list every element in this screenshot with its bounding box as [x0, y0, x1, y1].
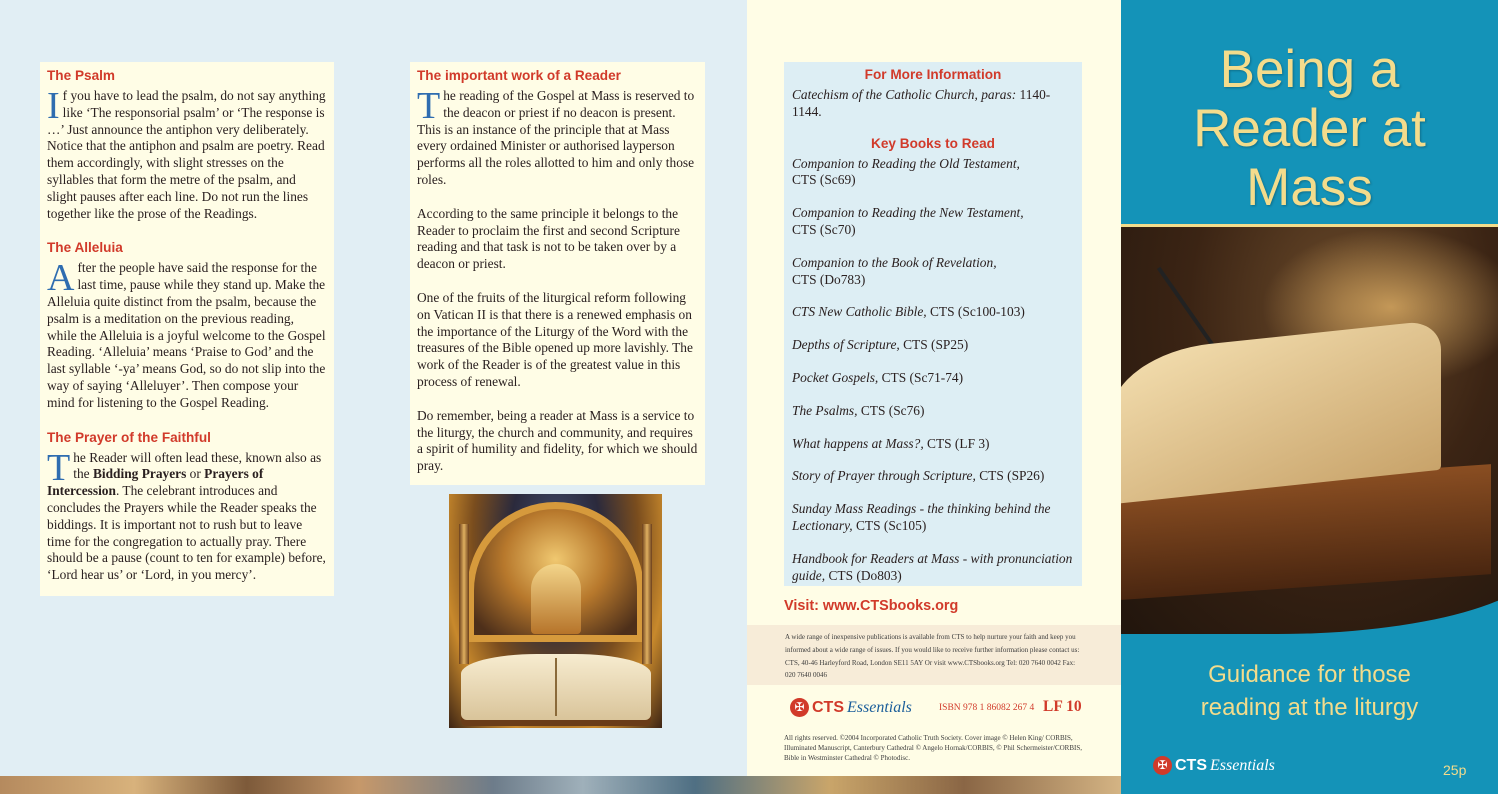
book-title: Pocket Gospels,: [792, 369, 879, 385]
faithful-body-2: or: [186, 466, 205, 482]
book-code: CTS (Sc105): [852, 517, 927, 533]
book-item: [792, 304, 1074, 321]
subtitle-line-1: Guidance for those: [1208, 661, 1411, 688]
book-code: CTS (Sc70): [792, 221, 856, 237]
psalm-text: [47, 85, 327, 222]
book-code: CTS (LF 3): [923, 435, 990, 451]
alleluia-dropcap: A: [47, 257, 75, 300]
visit-website-link[interactable]: Visit: www.CTSbooks.org: [784, 598, 959, 614]
book-code: CTS (Sc100-103): [926, 304, 1025, 320]
faithful-body-3: . The celebrant introduces and concludes the Prayers while the Reader speaks the biddings. It is important not to rush but to leave time for the congregation to actually pray. There should be a pause (count to ten for example) before, ‘Lord hear us’ or ‘Lord, in you mercy’.: [47, 483, 326, 583]
altar: [531, 564, 581, 634]
book-item: [792, 255, 1074, 289]
logo-essentials-text: Essentials: [1210, 756, 1275, 774]
book-code: CTS (Sc76): [857, 402, 925, 418]
isbn: ISBN 978 1 86082 267 4: [939, 703, 1035, 713]
book-item: [792, 205, 1074, 239]
book-title: Companion to Reading the New Testament,: [792, 205, 1024, 221]
price: 25p: [1443, 762, 1467, 778]
title-line-1: Being a: [1219, 40, 1400, 99]
book-title: CTS New Catholic Bible,: [792, 304, 927, 320]
reader-work-dropcap: T: [417, 85, 441, 127]
psalm-heading: The Psalm: [47, 68, 115, 83]
book-title: Sunday Mass Readings - the thinking behind the Lectionary,: [792, 501, 1051, 533]
faithful-dropcap: T: [47, 446, 71, 489]
fine-print: A wide range of inexpensive publications is available from CTS to help nurture your faith and keep you informed about a wide range of issues. If you would like to receive further information please contact us: CTS, 40-46 Harleyford Road, London SE11 5AY Or visit www.CTSbooks.org Tel: 020 7640 0042 Fax: 020 7640 0046: [747, 625, 1121, 685]
lf-number: LF 10: [1043, 698, 1082, 715]
alleluia-text: [47, 257, 327, 411]
logo-cts-text: CTS: [812, 698, 844, 716]
subtitle-line-2: reading at the liturgy: [1200, 694, 1419, 721]
book-item: [792, 551, 1074, 585]
faithful-text: [47, 446, 327, 584]
book-code: CTS (SP26): [975, 468, 1045, 484]
liturgy-text-box: [40, 62, 334, 596]
cts-essentials-logo: [790, 698, 912, 717]
book-item: [792, 436, 1074, 453]
book-title: What happens at Mass?,: [792, 435, 924, 451]
reader-work-p3: One of the fruits of the liturgical reform following on Vatican II is that there is a renewed emphasis on the importance of the Liturgy of the Word with the treasures of the Bible opened up more lavishly. The work of the Reader is of the greatest value in this process of renewal.: [417, 289, 693, 389]
lectern-bible-photo: [1121, 224, 1498, 634]
title-line-3: Mass: [1246, 158, 1373, 217]
faithful-bold-1: Bidding Prayers: [92, 466, 187, 482]
manuscript-strip-image: [0, 776, 1121, 794]
catechism-title: Catechism of the Catholic Church, paras:: [792, 87, 1017, 102]
key-books-heading: Key Books to Read: [871, 135, 995, 151]
more-info-heading: For More Information: [864, 67, 1002, 82]
alleluia-body: fter the people have said the response for the last time, pause while they stand up. Make the Alleluia quite distinct from the psalm, because the psalm is a meditation on the previous reading, while the Alleluia is a joyful welcome to the Gospel Reading. ‘Alleluia’ means ‘Praise to God’ and the last syllable ‘-ya’ means God, so do not slip into the way of saying ‘Alleluyer’. Then compose your mind for listening to the Gospel Reading.: [47, 260, 326, 410]
psalm-body: f you have to lead the psalm, do not say anything like ‘The responsorial psalm’ or ‘The response is …’ Just announce the antiphon very deliberately. Notice that the antiphon and psalm are poetry. Read them accordingly, with slight stresses on the syllables that form the metre of the psalm, and slight pauses after each line. Do not run the lines together like the prose of the Readings.: [47, 88, 326, 221]
alleluia-heading: The Alleluia: [47, 240, 123, 256]
book-code: CTS (SP25): [899, 337, 969, 353]
faithful-bold-2: Prayers of Intercession: [47, 466, 264, 499]
book-title: Companion to the Book of Revelation,: [792, 254, 997, 270]
book-item: [792, 156, 1074, 190]
cover-panel: [1121, 0, 1498, 794]
book-list: [792, 156, 1074, 585]
reader-work-p1-body: he reading of the Gospel at Mass is reserved to the deacon or priest if no deacon is present. This is an instance of the principle that at Mass every ordained Minister or authorised layperson performs all the roles allotted to him and only those roles.: [417, 88, 695, 187]
reader-work-p2: According to the same principle it belongs to the Reader to proclaim the first and second Scripture reading and that task is not to be taken over by a deacon or priest.: [417, 205, 680, 272]
book-item: [792, 501, 1074, 535]
faithful-body-1: he Reader will often lead these, known also as the: [73, 449, 322, 482]
catechism-paras: 1140-1144.: [792, 87, 1051, 119]
reader-work-heading: The important work of a Reader: [417, 68, 621, 83]
book-title: Handbook for Readers at Mass - with pronunciation guide,: [792, 550, 1073, 583]
reader-work-p1: [417, 85, 698, 189]
book-title: Story of Prayer through Scripture,: [792, 468, 976, 484]
rights-notice: All rights reserved. ©2004 Incorporated Catholic Truth Society. Cover image © Helen King/ CORBIS, Illuminated Manuscript, Canterbury Cathedral © Angelo Hornak/CORBIS, © Phil Schermeister/CORBIS, Bible in Westminster Cathedral © Photodisc.: [784, 734, 1082, 762]
book-item: [792, 337, 1074, 354]
reader-work-box: [410, 62, 705, 485]
book-code: CTS (Do783): [792, 271, 866, 287]
more-info-box: [784, 62, 1082, 586]
logo-cts-text: CTS: [1175, 756, 1207, 774]
title-line-2: Reader at: [1193, 99, 1426, 158]
book-title: Depths of Scripture,: [792, 337, 900, 353]
book-code: CTS (Do803): [825, 567, 902, 583]
book-item: [792, 403, 1074, 420]
book-item: [792, 468, 1074, 485]
cts-seal-icon: ✠: [790, 698, 809, 717]
psalm-dropcap: I: [47, 85, 60, 127]
column-left: [459, 524, 469, 664]
reader-work-p4: Do remember, being a reader at Mass is a service to the liturgy, the church and community, and requires a spirit of humility and fidelity, for which we should pray.: [417, 407, 698, 474]
open-bible: [461, 654, 651, 720]
logo-essentials-text: Essentials: [847, 698, 912, 716]
catechism-ref: [792, 87, 1074, 121]
book-title: The Psalms,: [792, 402, 858, 418]
column-right: [642, 524, 652, 664]
cts-seal-icon: ✠: [1153, 756, 1172, 775]
faithful-heading: The Prayer of the Faithful: [47, 429, 211, 445]
book-code: CTS (Sc71-74): [878, 369, 964, 385]
book-item: [792, 370, 1074, 387]
book-title: Companion to Reading the Old Testament,: [792, 155, 1020, 171]
cover-title: [1121, 40, 1498, 217]
book-code: CTS (Sc69): [792, 172, 856, 188]
cover-subtitle: [1121, 658, 1498, 724]
cover-cts-logo: [1153, 756, 1275, 775]
cathedral-bible-photo: [449, 494, 662, 728]
